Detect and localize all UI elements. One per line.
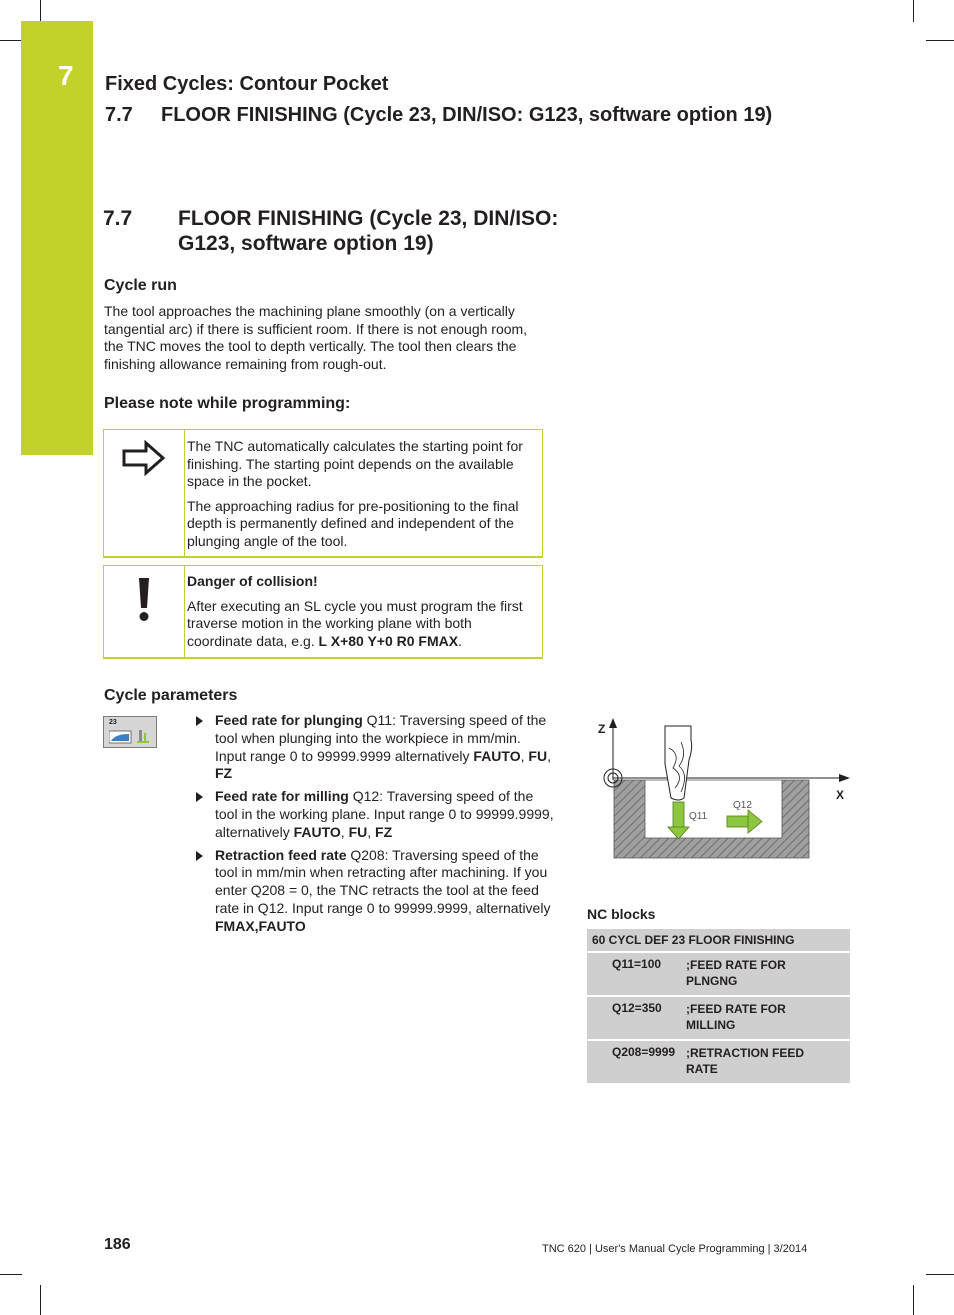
running-section-text: FLOOR FINISHING (Cycle 23, DIN/ISO: G123, software option 19) — [161, 104, 773, 126]
feed-arrow-icon — [748, 810, 762, 833]
plunge-arrow-body — [673, 802, 684, 828]
nc-code: Q12=350 — [612, 1001, 662, 1015]
crop-mark — [926, 1274, 954, 1275]
danger-sentence: After executing an SL cycle you must program the first traverse motion in the working plane with both coordinate data, e.g. — [187, 597, 523, 649]
list-item — [194, 788, 554, 841]
milling-tool — [665, 726, 692, 800]
section-title: FLOOR FINISHING (Cycle 23, DIN/ISO: G123, software option 19) — [178, 207, 559, 255]
running-section-title — [105, 104, 772, 127]
floor-finishing-diagram — [595, 716, 855, 866]
feed-arrow-body — [727, 816, 749, 827]
list-item — [194, 847, 554, 936]
nc-comment: ;RETRACTION FEED RATE — [686, 1046, 804, 1076]
running-section-number: 7.7 — [105, 104, 133, 126]
nc-comment: ;FEED RATE FOR MILLING — [686, 1002, 786, 1032]
plunge-arrow-icon — [668, 827, 689, 839]
list-item — [194, 712, 554, 783]
table-row: 60 CYCL DEF 23 FLOOR FINISHING — [587, 929, 850, 953]
cycle-run-heading: Cycle run — [104, 277, 177, 294]
bullet-triangle-icon — [196, 792, 203, 802]
axis-x-label: X — [836, 788, 845, 802]
note-divider — [184, 566, 185, 657]
running-chapter-title: Fixed Cycles: Contour Pocket — [105, 73, 389, 95]
cycle-23-softkey-icon — [103, 716, 157, 748]
param-option: FZ — [375, 823, 393, 840]
param-desc: Q208: Traversing speed of the tool in mm/min when retracting after machining. If you enter Q208 = 0, the TNC retracts the tool at the feed rate in Q12. Input range 0 to 99999.9999, alternatively — [215, 846, 551, 916]
arrow-right-icon — [122, 440, 166, 476]
param-sep: , — [520, 747, 529, 764]
nc-comment: ;FEED RATE FOR PLNGNG — [686, 958, 786, 988]
q11-label: Q11 — [689, 811, 708, 822]
info-note-box — [103, 429, 543, 558]
parameter-list — [194, 712, 554, 941]
param-option: FZ — [215, 765, 233, 782]
workpiece-hatch — [614, 780, 809, 858]
crop-mark — [40, 0, 41, 22]
cycle-run-text: The tool approaches the machining plane smoothly (on a vertically tangential arc) if there is sufficient room. If there is not enough room, the TNC moves the tool to depth vertically. The tool then clears the finishing allowance remaining from rough-out. — [104, 303, 528, 372]
param-option: FU — [348, 823, 368, 840]
danger-title: Danger of collision! — [187, 573, 318, 589]
param-name: Feed rate for milling — [215, 788, 349, 805]
param-sep: , — [340, 823, 349, 840]
table-row — [587, 1041, 850, 1085]
table-row — [587, 997, 850, 1041]
pocket-floor-icon — [109, 728, 153, 746]
note-divider — [184, 430, 185, 556]
param-name: Feed rate for plunging — [215, 712, 363, 728]
nc-blocks-table — [587, 929, 850, 1085]
cycle-parameters-heading: Cycle parameters — [104, 687, 238, 704]
danger-code: L X+80 Y+0 R0 FMAX — [318, 632, 459, 649]
crop-mark — [913, 1285, 914, 1315]
param-option: FAUTO — [473, 747, 521, 764]
cycle-icon-label: 23 — [109, 719, 117, 726]
crop-mark — [0, 1274, 22, 1275]
x-axis-arrow-icon — [839, 774, 850, 782]
chapter-number: 7 — [58, 60, 74, 91]
crop-mark — [926, 40, 954, 41]
param-desc: Q11: Traversing speed of the tool when plunging into the workpiece in mm/min. Input range 0 to 99999.9999 alternatively — [215, 712, 547, 764]
table-row — [587, 953, 850, 997]
param-desc: Q12: Traversing speed of the tool in the working plane. Input range 0 to 99999.9999, alternatively — [215, 788, 554, 840]
crop-mark — [0, 40, 22, 41]
footer-text: TNC 620 | User's Manual Cycle Programming | 3/2014 — [542, 1243, 808, 1255]
q12-label: Q12 — [733, 800, 752, 811]
exclamation-icon — [137, 578, 151, 622]
danger-end: . — [458, 632, 462, 649]
param-option: FAUTO — [293, 823, 341, 840]
programming-notes-heading: Please note while programming: — [104, 395, 351, 412]
bullet-triangle-icon — [196, 851, 203, 861]
z-axis-arrow-icon — [609, 718, 617, 728]
nc-blocks-heading: NC blocks — [587, 906, 656, 922]
param-option: FMAX,FAUTO — [215, 917, 306, 934]
info-paragraph: The approaching radius for pre-positioning to the final depth is permanently defined and independent of the plunging angle of the tool. — [187, 497, 519, 549]
section-number: 7.7 — [103, 207, 133, 230]
param-sep: , — [547, 747, 551, 764]
chapter-side-band — [21, 21, 93, 455]
param-name: Retraction feed rate — [215, 846, 347, 863]
danger-note-box — [103, 565, 543, 659]
crop-mark — [40, 1285, 41, 1315]
info-paragraph: The TNC automatically calculates the starting point for finishing. The starting point depends on the available space in the pocket. — [187, 438, 523, 489]
nc-code: Q208=9999 — [612, 1045, 676, 1059]
danger-text — [187, 598, 537, 651]
page-number: 186 — [104, 1236, 131, 1253]
param-sep: , — [367, 823, 376, 840]
param-option: FU — [528, 747, 548, 764]
nc-code: Q11=100 — [612, 957, 662, 971]
crop-mark — [913, 0, 914, 22]
bullet-triangle-icon — [196, 716, 203, 726]
axis-z-label: Z — [598, 722, 606, 736]
